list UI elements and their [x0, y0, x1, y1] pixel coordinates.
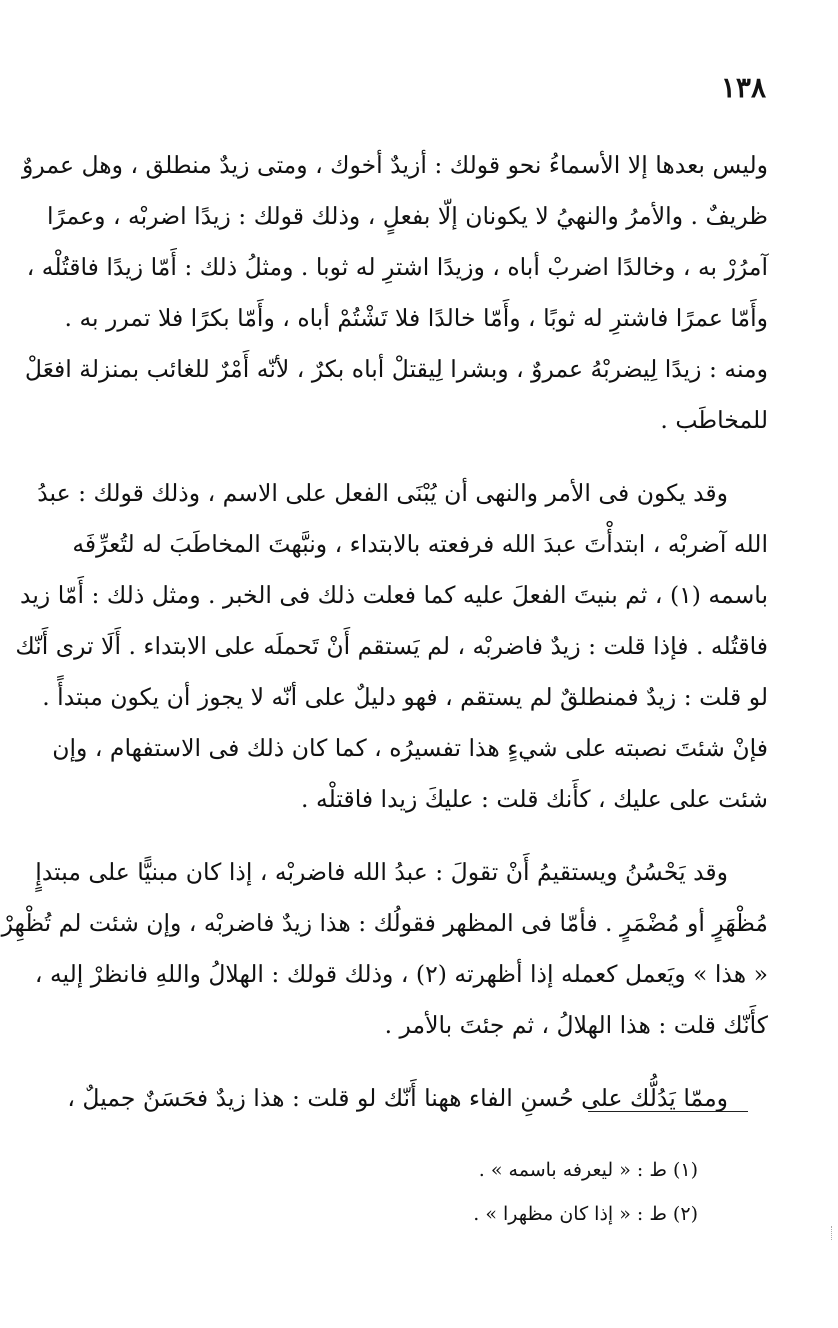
text-line: فإنْ شئتَ نصبته على شيءٍ هذا تفسيرُه ، كما كان ذلك فى الاستفهام ، وإن [52, 734, 768, 762]
text-line: شئت على عليك ، كأَنك قلت : عليكَ زيدا فاقتلْه . [301, 785, 768, 813]
text-line: وأَمّا عمرًا فاشترِ له ثوبًا ، وأَمّا خالدًا فلا تَشْتُمْ أباه ، وأَمّا بكرًا فلا تمرر به . [64, 304, 768, 332]
text-line: ظريفٌ . والأمرُ والنهيُ لا يكونان إلّا بفعلٍ ، وذلك قولك : زيدًا اضربْه ، وعمرًا [47, 202, 768, 230]
text-line: وليس بعدها إلا الأسماءُ نحو قولك : أزيدٌ أخوك ، ومتى زيدٌ منطلق ، وهل عمروٌ [22, 151, 768, 179]
text-line: للمخاطَب . [660, 406, 768, 434]
text-line: مُظْهَرٍ أو مُضْمَرٍ . فأمّا فى المظهر فقولُك : هذا زيدٌ فاضربْه ، وإن شئت لم تُظْهِرْ [1, 909, 768, 937]
text-line: كأَنّك قلت : هذا الهلالُ ، ثم جئتَ بالأمر . [384, 1011, 768, 1039]
text-line: ومنه : زيدًا لِيضربْهُ عمروٌ ، وبشرا لِيقتلْ أباه بكرٌ ، لأنّه أَمْرٌ للغائب بمنزلة افعَلْ [24, 355, 768, 383]
footnote-2: (٢) ط : « إذا كان مظهرا » . [473, 1203, 698, 1225]
text-line: الله آضربْه ، ابتدأْتَ عبدَ الله فرفعته بالابتداء ، ونبَّهتَ المخاطَبَ له لتُعرِّفَه [72, 530, 768, 558]
text-line: « هذا » ويَعمل كعمله إذا أظهرته (٢) ، وذلك قولك : الهلالُ واللهِ فانظرْ إليه ، [34, 960, 768, 988]
text-line: وقد يَحْسُنُ ويستقيمُ أَنْ تقولَ : عبدُ الله فاضربْه ، إذا كان مبنيًّا على مبتدإٍ [35, 858, 728, 886]
text-line: لو قلت : زيدٌ فمنطلقٌ لم يستقم ، فهو دليلٌ على أنّه لا يجوز أن يكون مبتدأً . [42, 683, 768, 711]
text-line: آمرُرْ به ، وخالدًا اضربْ أباه ، وزيدًا اشترِ له ثوبا . ومثلُ ذلك : أَمّا زيدًا فاقتُلْه ، [26, 253, 768, 281]
body-text [1, 140, 768, 1146]
paragraph-2 [15, 468, 768, 825]
paragraph-3 [1, 847, 768, 1051]
scan-edge-mark [831, 1226, 834, 1240]
page-number: ١٣٨ [720, 71, 766, 104]
text-line: فاقتُله . فإذا قلت : زيدٌ فاضربْه ، لم يَستقم أَنْ تَحملَه على الابتداء . أَلَا ترى أَنّك [15, 632, 768, 660]
text-line: باسمه (١) ، ثم بنيتَ الفعلَ عليه كما فعلت ذلك فى الخبر . ومثل ذلك : أَمّا زيد [20, 581, 768, 609]
text-line: وقد يكون فى الأمر والنهى أن يُبْنَى الفعل على الاسم ، وذلك قولك : عبدُ [37, 479, 728, 507]
footnotes [98, 1148, 698, 1236]
paragraph-4 [67, 1073, 768, 1124]
text-line: وممّا يَدُلُّك على حُسنِ الفاء ههنا أَنّك لو قلت : هذا زيدٌ فحَسَنٌ جميلٌ ، [67, 1084, 728, 1112]
footnote-1: (١) ط : « ليعرفه باسمه » . [478, 1159, 698, 1181]
footnote-divider [588, 1111, 748, 1112]
paragraph-1 [22, 140, 768, 446]
